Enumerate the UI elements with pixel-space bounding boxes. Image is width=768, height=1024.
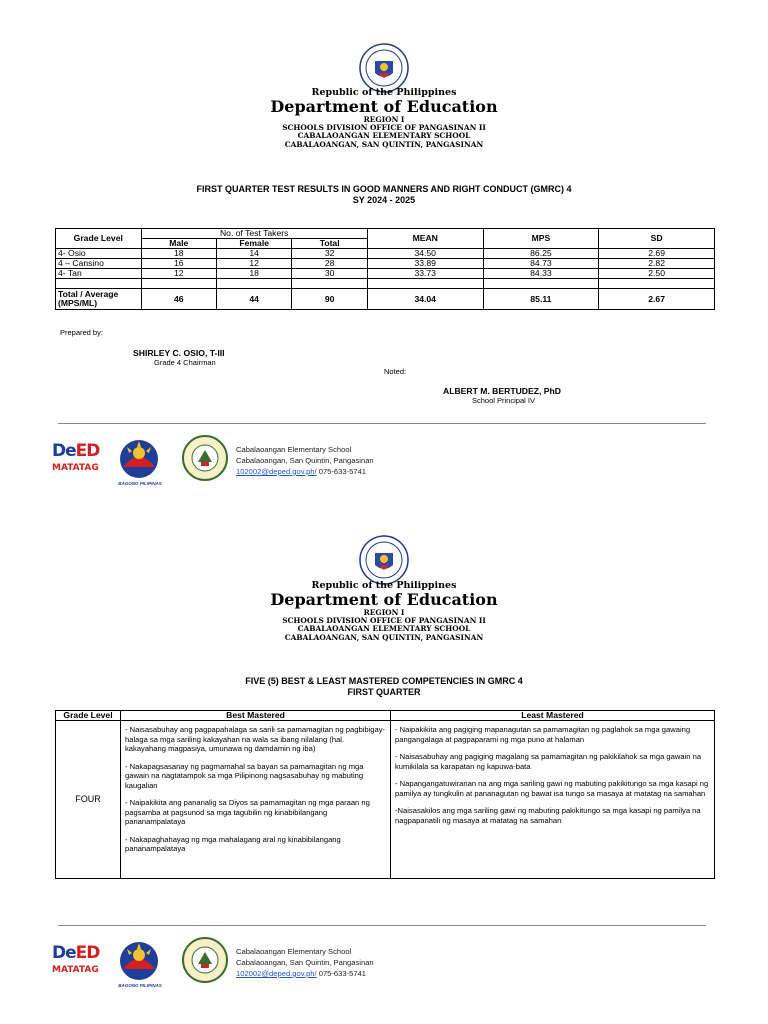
table-row: 4- Osio 18 14 32 34.50 86.25 2.69 xyxy=(56,249,715,259)
list-item: - Naipakikita ang pananalig sa Diyos sa pamamagitan ng mga paraan ng pagsamba at pagsunod sa mga tagubilin ng kinabibilangang pananampalataya xyxy=(125,798,370,826)
table-row-total: Total / Average (MPS/ML) 46 44 90 34.04 85.11 2.67 xyxy=(56,289,715,310)
list-item: -Naisasakilos ang mga sariling gawi ng mabuting pakikitungo sa mga kasapi ng pamilya na nagpapanatili ng masaya at matatag na samahan xyxy=(395,806,701,825)
address-text: CABALAOANGAN, SAN QUINTIN, PANGASINAN xyxy=(284,139,484,149)
competencies-title: FIVE (5) BEST & LEAST MASTERED COMPETENCIES IN GMRC 4 FIRST QUARTER xyxy=(245,676,523,697)
footer-school-name: Cabalaoangan Elementary School xyxy=(236,445,352,454)
region-text: REGION I xyxy=(363,114,405,124)
least-mastered-cell xyxy=(391,721,715,879)
col-best-mastered: Best Mastered xyxy=(121,711,391,721)
letterhead xyxy=(0,88,768,148)
best-mastered-cell xyxy=(121,721,391,879)
report-title-line2: SY 2024 - 2025 xyxy=(352,195,416,205)
email-link[interactable]: 102002@deped.gov.ph/ xyxy=(236,467,317,476)
department-title: Department of Education xyxy=(270,96,498,116)
list-item: - Naipakikita ang pagiging mapanagutan sa pamamagitan ng paglahok sa mga gawaing pangangalaga at pagpaparami ng mga puno at halaman xyxy=(395,725,691,744)
division-text: SCHOOLS DIVISION OFFICE OF PANGASINAN II xyxy=(282,122,486,132)
bagong-pilipinas-icon xyxy=(117,939,161,983)
list-item: - Napangangatuwiranan na ang mga sariling gawi ng mabuting pakikitungo sa mga kasapi ng pamilya ay tungkulin at pananagutan ng bawat isa tungo sa masaya at matatag na samahan xyxy=(395,779,709,798)
deped-matatag-logo: DeED MATATAG xyxy=(52,441,100,473)
phone-number: 075-633-5741 xyxy=(316,467,367,476)
preparer-title: Grade 4 Chairman xyxy=(154,358,216,367)
list-item: - Naisasabuhay ang pagpapahalaga sa sarili sa pamamagitan ng pagbibigay-halaga sa mga sariling kakayahan na wala sa ibang nilalang (hal. kakayahang magpasiya, umunawa ng damdamin ng iba) xyxy=(125,725,386,753)
footer xyxy=(0,934,768,994)
email-link[interactable]: 102002@deped.gov.ph/ xyxy=(236,969,317,978)
footer-contact: Cabalaoangan Elementary School Cabalaoangan, San Quintin, Pangasinan 102002@deped.gov.ph/ 075-633-5741 xyxy=(236,947,374,978)
list-item: - Naisasabuhay ang pagiging magalang sa pamamagitan ng pakikilahok sa mga gawain na kumikilala sa karapatan ng kapuwa-bata xyxy=(395,752,702,771)
table-row-empty xyxy=(56,279,715,289)
principal-name: ALBERT M. BERTUDEZ, PhD xyxy=(443,386,561,396)
principal-title: School Principal IV xyxy=(472,396,535,405)
bagong-pilipinas-icon xyxy=(117,437,161,481)
noted-label: Noted: xyxy=(384,367,407,376)
table-row: 4- Tan 12 18 30 33.73 84.33 2.50 xyxy=(56,269,715,279)
divider xyxy=(58,423,706,424)
col-grade-level: Grade Level xyxy=(56,229,142,249)
competencies-table xyxy=(55,710,715,879)
prepared-by-label: Prepared by: xyxy=(60,328,103,337)
bagong-pilipinas-logo: BAGONG PILIPINAS xyxy=(117,939,161,983)
list-item: - Nakapagsasanay ng pagmamahal sa bayan sa pamamagitan ng mga gawain na nagtatampok sa mga Pilipinong nagsasabuhay ng mabuting kaugalian xyxy=(125,761,364,790)
divider xyxy=(58,925,706,926)
school-text: CABALAOANGAN ELEMENTARY SCHOOL xyxy=(297,131,471,141)
deped-seal-icon xyxy=(359,535,409,585)
col-mps: MPS xyxy=(483,229,599,249)
col-least-mastered: Least Mastered xyxy=(391,711,715,721)
list-item: - Nakapaghahayag ng mga mahalagang aral ng kinabibilangang pananampalataya xyxy=(125,834,341,853)
col-test-takers: No. of Test Takers xyxy=(141,229,367,239)
col-mean: MEAN xyxy=(367,229,483,249)
footer xyxy=(0,432,768,492)
test-results-table xyxy=(55,228,715,310)
col-sd: SD xyxy=(599,229,715,249)
deped-seal-icon xyxy=(359,43,409,93)
report-title-line1: FIRST QUARTER TEST RESULTS IN GOOD MANNERS AND RIGHT CONDUCT (GMRC) 4 xyxy=(196,184,572,194)
col-grade-level: Grade Level xyxy=(56,711,121,721)
grade-cell: FOUR xyxy=(56,721,121,879)
bagong-pilipinas-logo: BAGONG PILIPINAS xyxy=(117,437,161,481)
footer-school-address: Cabalaoangan, San Quintin, Pangasinan xyxy=(236,456,374,465)
table-row: 4 – Cansino 16 12 28 33.89 84.73 2.82 xyxy=(56,259,715,269)
letterhead: Republic of the Philippines Department of Education REGION I SCHOOLS DIVISION OFFICE OF PANGASINAN II CABALAOANGAN ELEMENTARY SCHOOL CABALAOANGAN, SAN QUINTIN, PANGASINAN xyxy=(270,580,498,642)
preparer-name: SHIRLEY C. OSIO, T-III xyxy=(133,348,225,358)
school-seal-icon xyxy=(182,435,228,481)
school-seal-icon xyxy=(182,937,228,983)
col-total: Total xyxy=(292,239,367,249)
republic-text: Republic of the Philippines xyxy=(311,87,457,98)
col-female: Female xyxy=(216,239,291,249)
deped-matatag-logo: DeED MATATAG xyxy=(52,943,100,975)
report-title xyxy=(0,184,768,206)
footer-contact xyxy=(236,444,374,477)
col-male: Male xyxy=(141,239,216,249)
